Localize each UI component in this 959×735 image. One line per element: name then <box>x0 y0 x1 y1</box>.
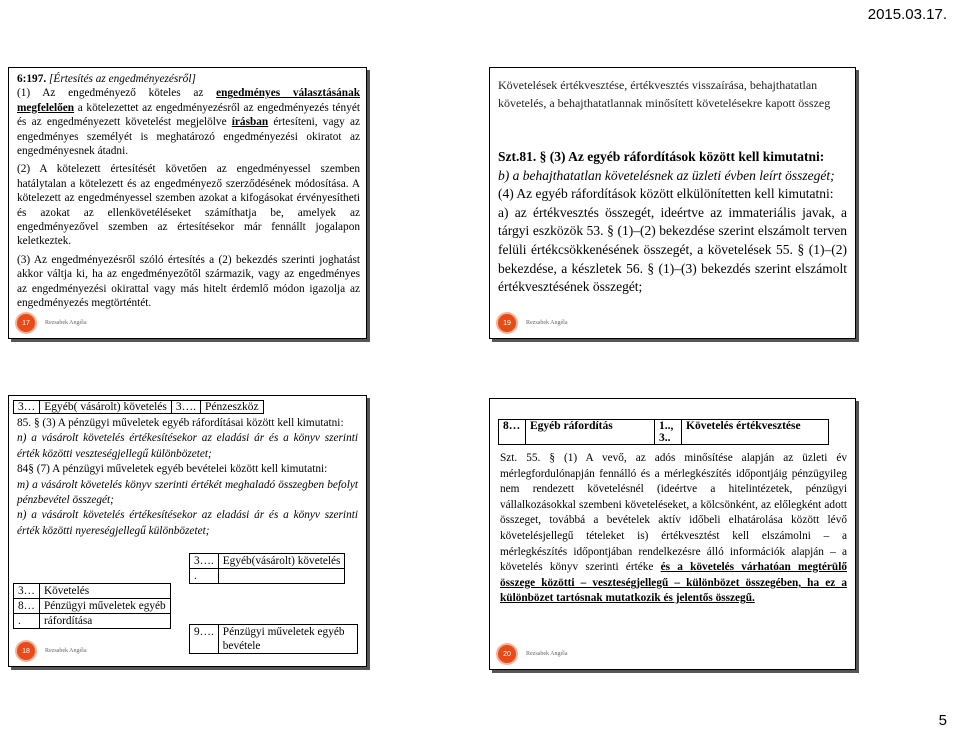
item-a: a) az értékvesztés összegét, ideértve az immateriális javak, a tárgyi eszközök 53. § (1)–(2) bekezdése szerint elszámolt terven felüli értékcsökkenésének összegét, a követelések 55. § (1)–(2) bekezdése, a készletek 56. § (1)–(3) bekezdés szerint elszámolt értékvesztésének összegét; <box>498 204 847 295</box>
table-cell: Pénzügyi műveletek egyéb <box>39 599 170 614</box>
table-cell: Pénzeszköz <box>201 401 264 414</box>
law-reference: Szt.81. § (3) Az egyéb ráfordítások között kell kimutatni: <box>498 149 825 164</box>
account-table <box>498 419 829 445</box>
slide-footer <box>498 314 567 332</box>
table-cell: . <box>14 614 40 629</box>
slide-heading: Követelések értékvesztése, értékvesztés visszaírása, behajthatatlan követelés, a behajthatatlannak minősített követelésekre kapott összeg <box>498 78 831 110</box>
header-date: 2015.03.17. <box>867 6 947 23</box>
slide-20 <box>489 398 856 670</box>
slide-footer <box>498 645 567 663</box>
paragraph: n) a vásárolt követelés értékesítésekor az eladási ár és a könyv szerinti érték közötti nyereségjellegű különbözetet; <box>17 509 358 537</box>
paragraph: 84§ (7) A pénzügyi műveletek egyéb bevételei között kell kimutatni: <box>17 463 328 476</box>
slide-19 <box>489 67 856 339</box>
table-cell: 3…. <box>190 554 219 569</box>
item-b: b) a behajthatatlan követelésnek az üzleti évben leírt összegét; <box>498 167 835 183</box>
slide-number-badge: 19 <box>498 314 516 332</box>
section-number: 6:197. <box>17 73 50 85</box>
table-cell: Egyéb ráfordítás <box>526 420 655 445</box>
item-4: (4) Az egyéb ráfordítások között elkülönítetten kell kimutatni: <box>498 186 834 202</box>
table-cell: ráfordítása <box>39 614 170 629</box>
table-cell: Pénzügyi műveletek egyéb bevétele <box>218 625 357 654</box>
table-cell: 8… <box>499 420 526 445</box>
paragraph-2: (2) A kötelezett értesítését követően az engedményessel szemben hatálytalan a kötelezett és az engedményező szerződésének módosítása. A kötelezett az engedményessel szemben azokat a kifogásokat érvényesítheti és azokat az ellenkövetéléseket számíthatja be, amelyek az engedményezővel szemben az értesítésekor már fennállt jogalapon keletkeztek. <box>17 163 360 248</box>
slide-17 <box>8 67 367 339</box>
table-cell: 1.., 3.. <box>655 420 682 445</box>
paragraph: 85. § (3) A pénzügyi műveletek egyéb ráfordításai között kell kimutatni: <box>17 417 344 429</box>
slide-18 <box>8 395 367 667</box>
account-table-1 <box>13 400 264 414</box>
slide-number-badge: 18 <box>17 642 35 660</box>
table-cell: 3… <box>14 401 40 414</box>
paragraph: m) a vásárolt követelés könyv szerinti értékét meghaladó összegben befolyt pénzbevétel összegét; <box>17 478 358 507</box>
account-table-3 <box>13 583 171 629</box>
table-cell: 3… <box>14 584 40 599</box>
table-cell: Egyéb(vásárolt) követelés <box>218 554 345 569</box>
section-title: [Értesítés az engedményezésről] <box>49 73 196 85</box>
slide-number-badge: 17 <box>17 314 35 332</box>
slide-17-text <box>17 72 360 311</box>
slide-footer <box>17 314 86 332</box>
account-table-4 <box>189 624 358 654</box>
author-name: Rezsabek Angéla <box>526 320 568 326</box>
author-name: Rezsabek Angéla <box>526 651 568 657</box>
paragraph: n) a vásárolt követelés értékesítésekor az eladási ár és a könyv szerinti érték közötti veszteségjellegű különbözetet; <box>17 432 358 460</box>
page-number: 5 <box>938 712 947 729</box>
table-cell: Egyéb( vásárolt) követelés <box>40 401 172 414</box>
slide-19-text <box>498 148 847 297</box>
author-name: Rezsabek Angéla <box>45 320 87 326</box>
author-name: Rezsabek Angéla <box>45 648 87 654</box>
slide-footer <box>17 642 86 660</box>
paragraph-1: (1) Az engedményező köteles az engedményes választásának megfelelően a kötelezettet az engedményezésről az engedményezés tényét és az engedményezett követelést megjelölve írásban értesíteni, vagy az engedményes személyét is meghatározó engedményezési okiratot az engedményesnek átadni. <box>17 87 361 158</box>
table-cell: Követelés <box>39 584 170 599</box>
table-cell: 3…. <box>171 401 200 414</box>
account-table-2 <box>189 553 345 584</box>
table-cell: . <box>190 569 219 584</box>
slide-20-text: Szt. 55. § (1) A vevő, az adós minősítése alapján az üzleti év mérlegfordulónapján fennálló és a mérlegkészítés időpontjáig pénzügyileg nem rendezett követelésnél (ideértve a hitelintézetek, pénzügyi vállalkozásokkal szembeni követeléseket, a kölcsönként, az előlegként adott összeget, továbbá a bevételek aktív időbeli elhatárolása között lévő követelésjellegű tételeket is) értékvesztést kell elszámolni – a mérlegkészítés időpontjában rendelkezésre álló információk alapján – a követelés könyv szerinti értéke és a követelés várhatóan megtérülő összege közötti – veszteségjellegű – különbözet összegében, ha ez a különbözet tartósnak mutatkozik és jelentős összegű. <box>500 452 847 605</box>
paragraph-3: (3) Az engedményezésről szóló értesítés a (2) bekezdés szerinti joghatást akkor váltja ki, ha az engedményezőtől származik, vagy az engedményes az engedményezési okirattal vagy más hitelt érdemlő módon igazolja az engedményezés megtörténtét. <box>17 253 360 310</box>
table-cell: 9…. <box>190 625 219 654</box>
slide-18-text <box>17 416 358 539</box>
table-cell: 8… <box>14 599 40 614</box>
slide-number-badge: 20 <box>498 645 516 663</box>
table-cell: Követelés értékvesztése <box>682 420 829 445</box>
